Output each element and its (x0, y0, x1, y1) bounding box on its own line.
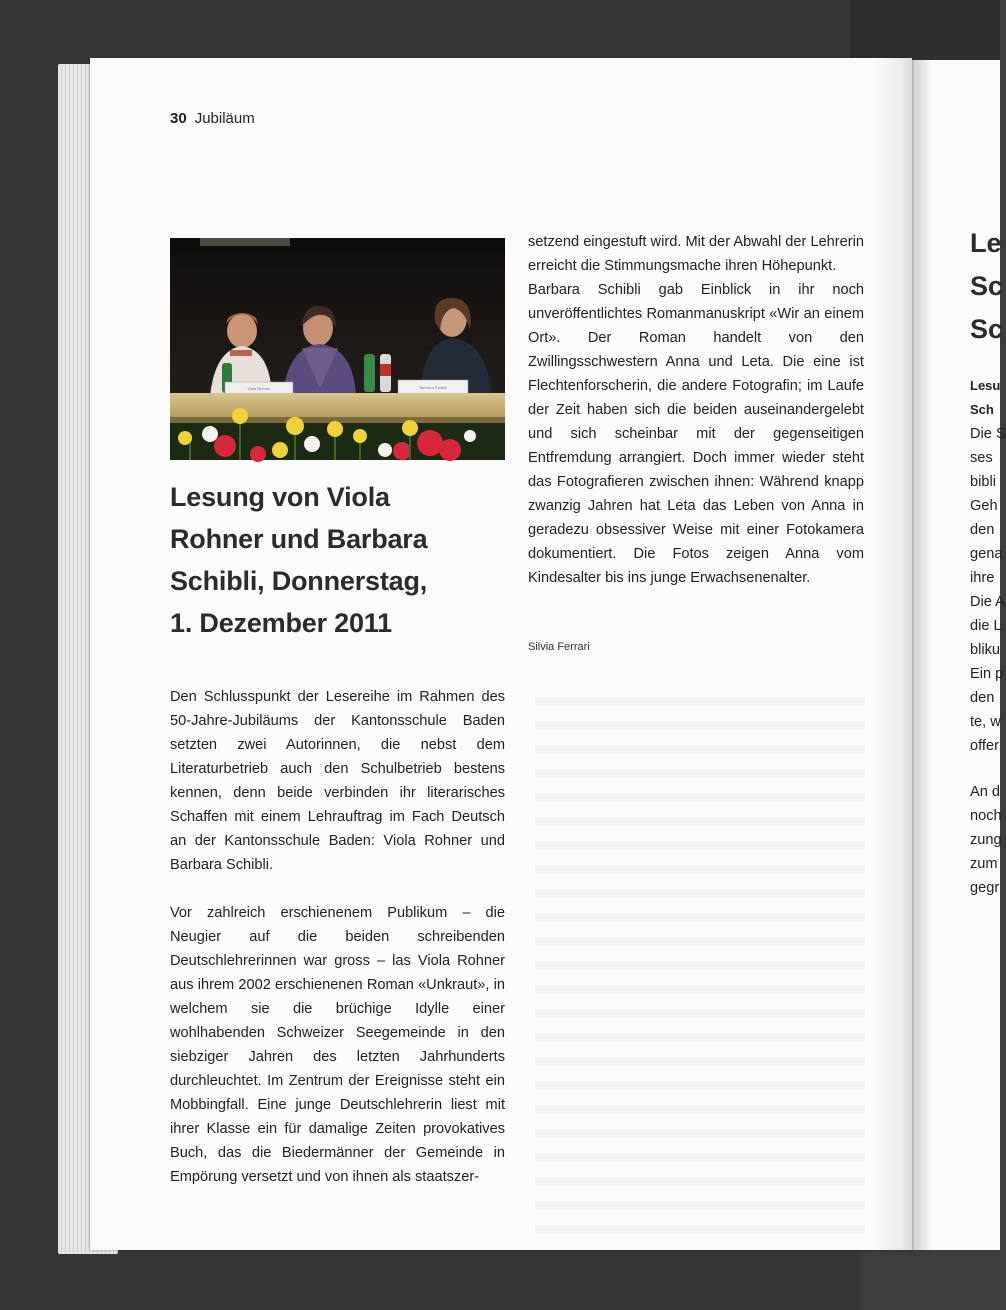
article-column-right (528, 230, 864, 590)
running-head (170, 110, 255, 127)
facing-body-line: den (970, 522, 995, 538)
facing-body-line: gegr (970, 880, 1000, 896)
facing-body-line: die L (970, 618, 1002, 634)
facing-page-body (970, 422, 1006, 758)
facing-title-line: Sc (970, 314, 1004, 344)
facing-body-line: Die S (970, 426, 1006, 442)
facing-body-line: zung (970, 832, 1002, 848)
section-name: Jubiläum (194, 110, 255, 127)
article-title-line: Schibli, Donnerstag, (170, 566, 428, 596)
facing-subtitle-line: Lesu (970, 378, 1001, 393)
nameplate-left: Viola Rohner (247, 386, 271, 391)
facing-title-line: Le (970, 228, 1002, 258)
facing-body-line: Ein p (970, 666, 1004, 682)
facing-page-title (970, 222, 1003, 351)
article-paragraph: Den Schlusspunkt der Lesereihe im Rahmen des 50-Jahre-Jubiläums der Kantonsschule Baden setzten zwei Autorinnen, die nebst dem Literaturbetrieb auch den Schulbetrieb bestens kennen, denn beide verbinden ihr literarisches Schaffen mit einem Lehrauftrag im Fach Deutsch an der Kantonsschule Baden: Viola Rohner und Barbara Schibli. (170, 689, 505, 873)
nameplate-right: Barbara Schibli (419, 385, 447, 390)
facing-body-line: den (970, 690, 995, 706)
facing-body-line: bibli (970, 474, 996, 490)
facing-body-line: Die A (970, 594, 1005, 610)
facing-body-line: ses (970, 450, 993, 466)
facing-body-line: noch (970, 808, 1002, 824)
facing-body-line: offer (970, 738, 999, 754)
facing-body-line: ihre (970, 570, 995, 586)
article-title-line: Lesung von Viola (170, 482, 390, 512)
facing-body-line: te, w (970, 714, 1001, 730)
event-photo (170, 238, 505, 460)
facing-body-line: Geh (970, 498, 998, 514)
facing-page-body-second (970, 780, 1002, 900)
facing-body-line: zum (970, 856, 998, 872)
facing-page (912, 60, 1006, 1250)
facing-body-line: bliku (970, 642, 1001, 658)
article-title-line: Rohner und Barbara (170, 524, 428, 554)
facing-body-line: gena (970, 546, 1003, 562)
article-paragraph: setzend eingestuft wird. Mit der Abwahl der Lehrerin erreicht die Stimmungsmache ihren Höhepunkt. (528, 234, 864, 274)
article-title (170, 476, 500, 644)
facing-title-line: Sc (970, 271, 1004, 301)
author-signature: Silvia Ferrari (528, 641, 590, 653)
article-column-left (170, 685, 505, 1189)
gutter-shadow (872, 58, 912, 1250)
facing-subtitle-line: Sch (970, 402, 994, 417)
magazine-page (90, 58, 912, 1250)
show-through-texture (535, 683, 865, 1243)
article-paragraph: Vor zahlreich erschienenem Publikum – die Neugier auf die beiden schreibenden Deutschlehrerinnen war gross – las Viola Rohner aus ihrem 2002 erschienenen Roman «Unkraut», in welchem sie die brüchige Idylle einer wohlhabenden Schweizer Seegemeinde in den siebziger Jahren des letzten Jahrhunderts durchleuchtet. Im Zentrum der Ereignisse steht ein Mobbingfall. Eine junge Deutschlehrerin liest mit ihrer Klasse ein für damalige Zeiten provokatives Buch, das die Biedermänner der Gemeinde in Empörung versetzt und von ihnen als staatszer- (170, 905, 505, 1185)
page-number: 30 (170, 110, 187, 127)
spine-shadow (912, 60, 932, 1250)
article-title-line: 1. Dezember 2011 (170, 608, 392, 638)
facing-body-line: An d (970, 784, 1001, 800)
reading-photo-illustration (170, 238, 505, 460)
article-paragraph: Barbara Schibli gab Einblick in ihr noch unveröffentlichtes Romanmanuskript «Wir an einem Ort». Der Roman handelt von den Zwillingsschwestern Anna und Leta. Die eine ist Flechtenforscherin, die andere Fotografin; im Laufe der Zeit haben sich die beiden auseinandergelebt und sich scheinbar mit der gegenseitigen Entfremdung arrangiert. Doch immer wieder steht das Fotografieren zwischen ihnen: Während knapp zwanzig Jahren hat Leta das Leben von Anna in geradezu obsessiver Weise mit einer Fotokamera dokumentiert. Die Fotos zeigen Anna vom Kindesalter bis ins junge Erwachsenenalter. (528, 282, 864, 586)
facing-page-subtitle (970, 374, 1000, 422)
scanner-background-top (850, 0, 1000, 60)
